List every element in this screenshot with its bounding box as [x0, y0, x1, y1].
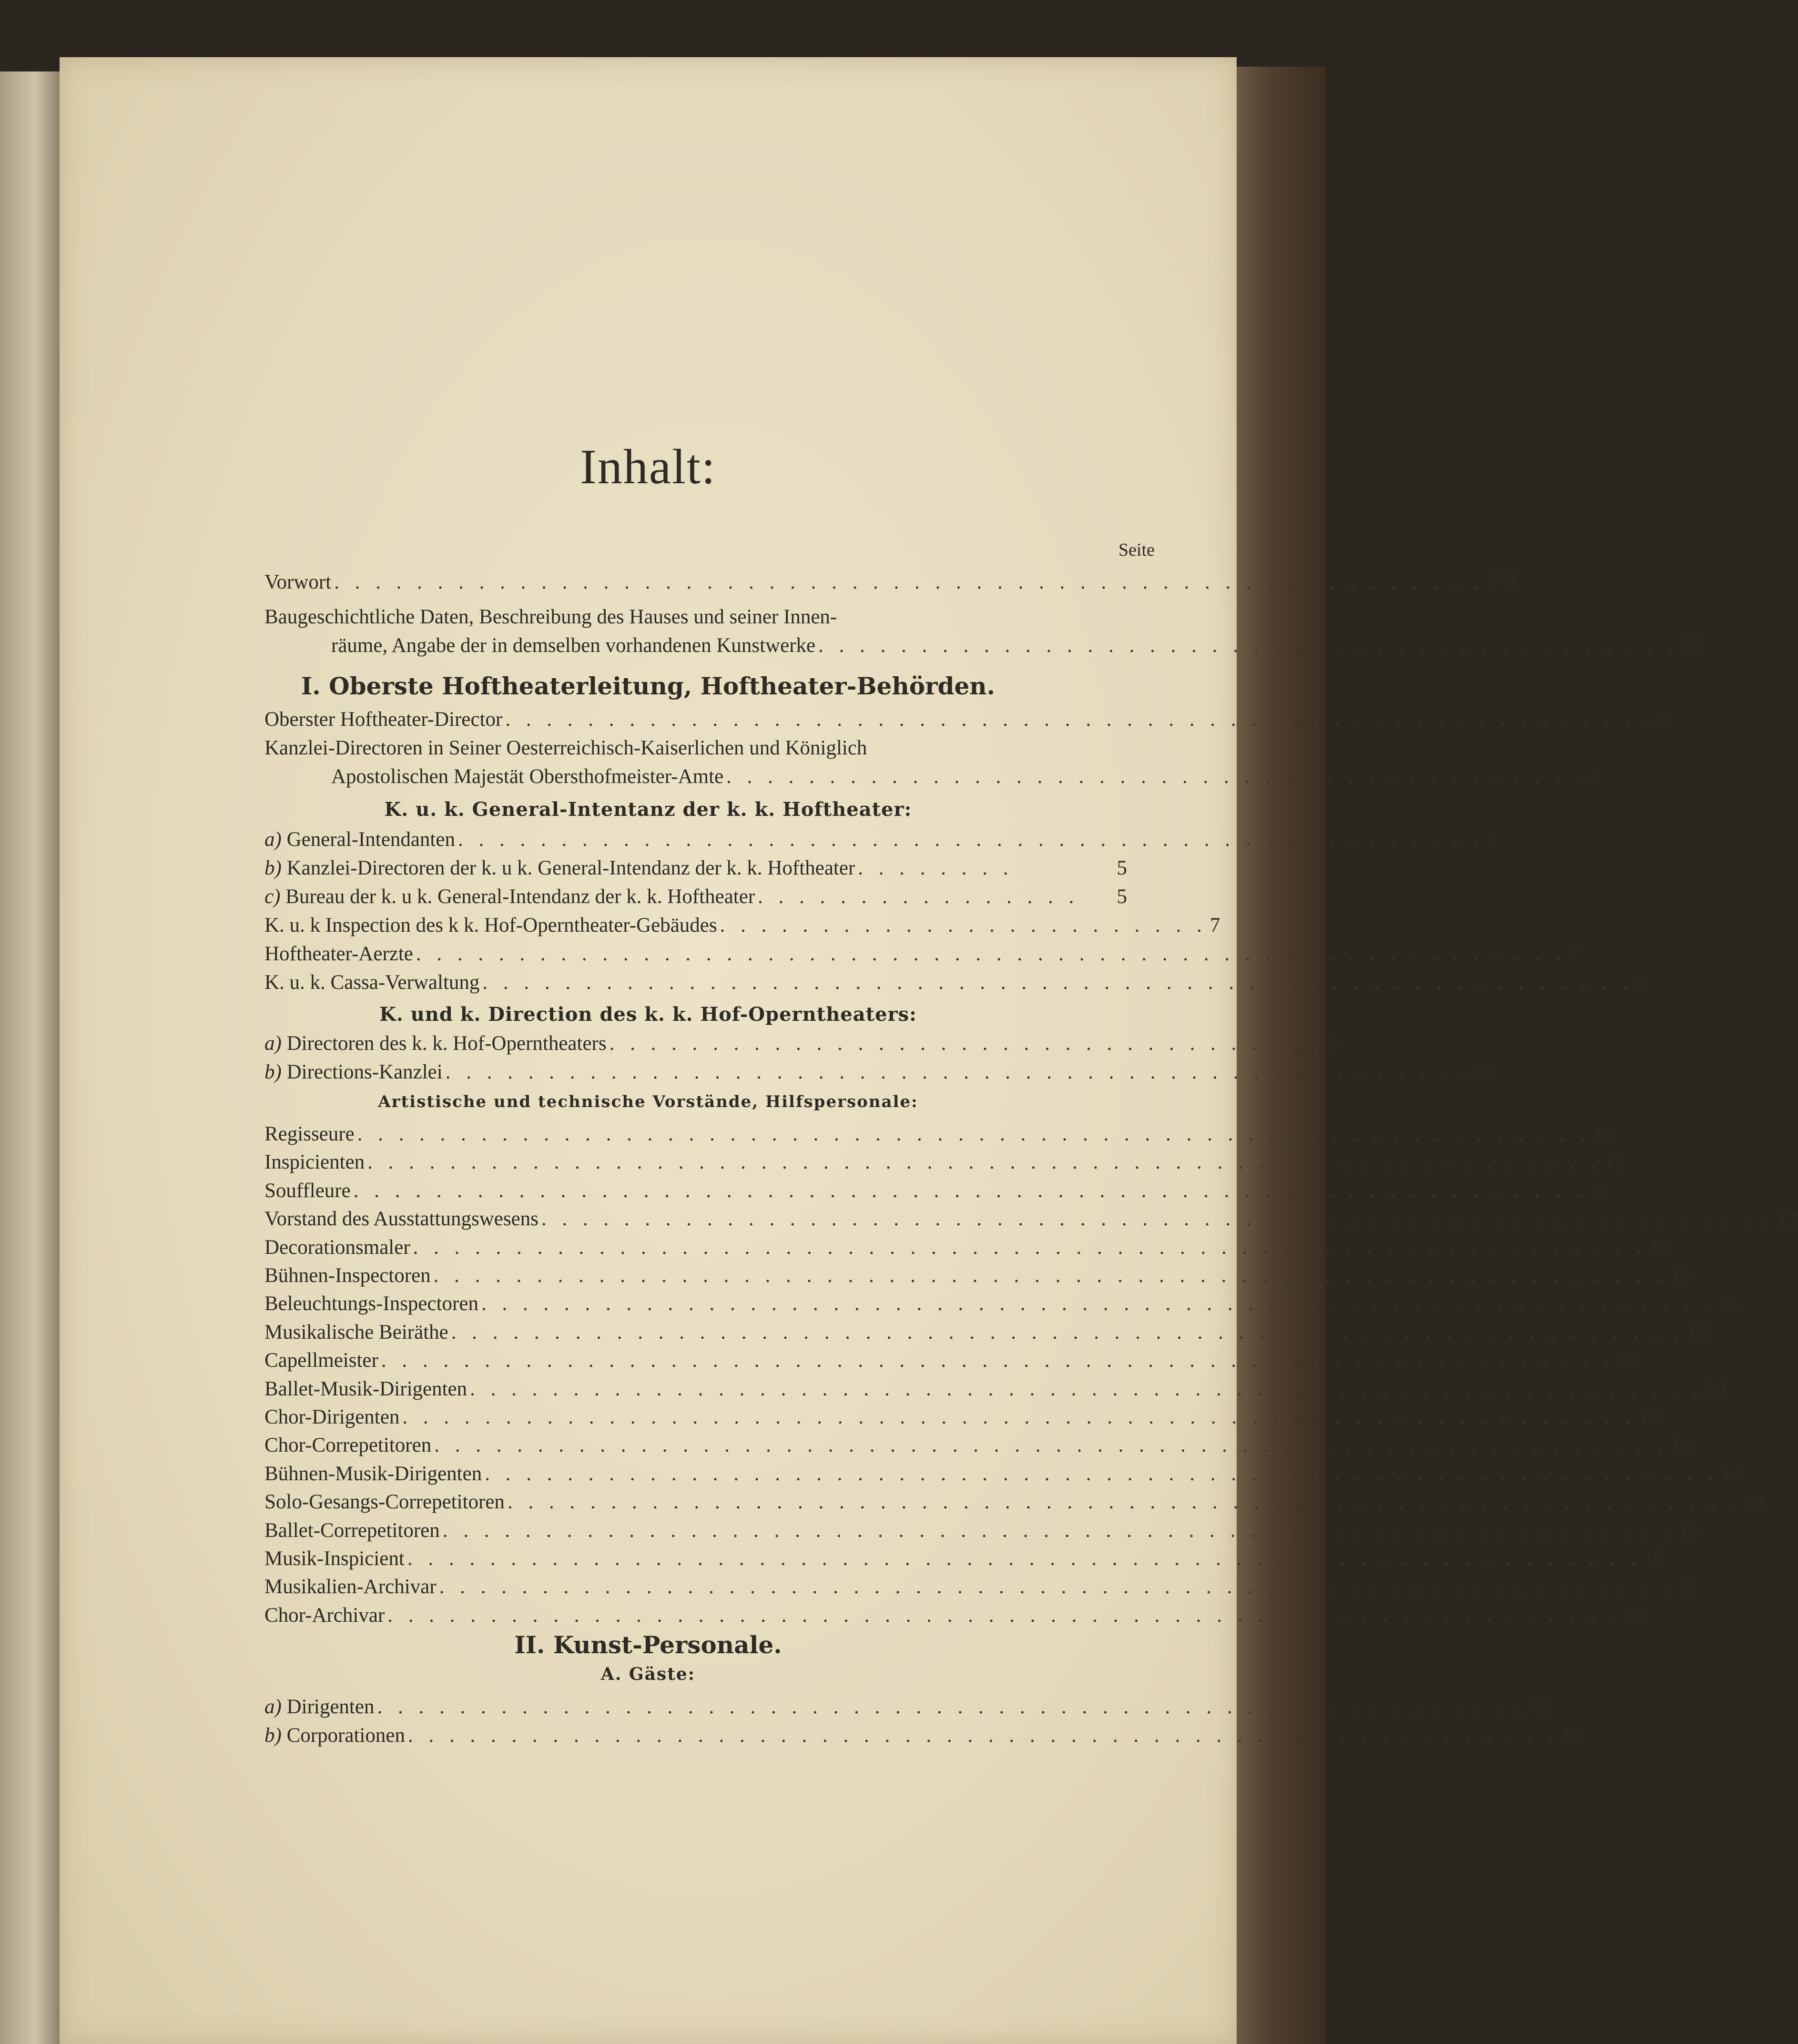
- toc-entry: [264, 1346, 1638, 1375]
- dot-leader: . . . . . . . . . . . . . . . . . . . . . . . . . . . . . . . . . . . . . . . . . . . . . . . . . . . . . . . . . . . .: [439, 1576, 1673, 1598]
- toc-entry-label: K. u. k Inspection des k k. Hof-Operntheater-Gebäudes: [264, 914, 717, 936]
- toc-entry-page: IX: [1681, 634, 1703, 657]
- dot-leader: . . . . . . . . . . . . . . . . . . . . . . . . . . . . . . . . . . . . . . . . . . . . . . . . . . . . . . . . . . . .: [407, 1547, 1641, 1570]
- toc-entry: [264, 968, 1646, 997]
- toc-entry-label: Ballet-Correpetitoren: [264, 1519, 440, 1542]
- toc-entry-page: 15: [1644, 1547, 1665, 1570]
- dot-leader: . . . . . . . . . . . . . . . . . . . . . . . . . . . . . . . . . . . . . . . . . . . . . . . . . . . . . . . . . . . .: [481, 1292, 1715, 1315]
- toc-entry: [264, 1721, 1582, 1750]
- toc-entry: [264, 1148, 1624, 1177]
- dot-leader: . . . . . . . . . . . . . . . . . . . . . . . . . . . . . . . . . . . . . . . . . . . . . . . . . . . . . . . .: [505, 708, 1656, 731]
- toc-entry-page: 19: [1561, 1724, 1582, 1747]
- toc-entry-page: 14: [1744, 1491, 1765, 1513]
- toc-entry-page: 12: [1649, 1236, 1670, 1259]
- toc-entry-label: Apostolischen Majestät Obersthofmeister-Amte: [331, 765, 724, 788]
- toc-entry: [264, 940, 1580, 968]
- toc-entry-line1: Kanzlei-Directoren in Seiner Oesterreichisch-Kaiserlichen und Königlich: [264, 737, 867, 759]
- dot-leader: . . . . . . . . . . . . . . . . . . . . . . . . . . . . . . . . . . . . . . . . . . . . . . . . . . . . . . . . . . . .: [433, 1264, 1667, 1287]
- toc-entry-page: 11: [1604, 1151, 1624, 1173]
- dot-leader: . . . . . . . . . . . . . . . . . . . . . . . . . . . . . . . . . . . . . . . . . . . . . . . . . .: [445, 1061, 1472, 1083]
- toc-entry: [264, 1318, 1708, 1347]
- dot-leader: . . . . . . . . . . . . . . . . . . . . . . . . . . . . . . . . . . . . . . . . . . . . . . . . . . . . . . . . . . . .: [381, 1349, 1615, 1372]
- toc-entry: [264, 1601, 1645, 1630]
- dot-leader: . . . . . . . . . . . . . . . . . . . . . . . . . . . . . . . . . . . . . . . . . . . . . . . . . . . . . . . . . . . .: [413, 1236, 1646, 1259]
- dot-leader: . . . . . . . . . . . . . . . . . . . . . . . . . . . . . . . . . . . . . . . . . . . . . . . . . . . . . . . . . . . .: [442, 1519, 1676, 1542]
- dot-leader: . . . . . . . . . . . . . . . . . . . . . . . . . . . . . . . . . . . . . . . . . . . . . . . . . . . . . . . . . . . .: [507, 1491, 1741, 1513]
- toc-entry-page: 11: [1593, 1123, 1614, 1145]
- dot-leader: . . . . . . . . . . . . . . . . . . . . . . . . . . . . . . . . . . . . . . . . . .: [818, 634, 1679, 657]
- toc-entry-label: a) Directoren des k. k. Hof-Operntheaters: [264, 1032, 607, 1055]
- toc-entry-label: Bühnen-Inspectoren: [264, 1264, 431, 1287]
- dot-leader: . . . . . . . . . . . . . . . . . . . . . . . . . . . . . . . . . . . . . . . . . . . . . . . . . . . . . . . . . . . .: [353, 1180, 1587, 1202]
- toc-entry-page: 3: [1487, 828, 1497, 851]
- toc-entry: [264, 883, 1127, 911]
- dot-leader: . . . . . . . . . . . . . . . . . . . . . . . . . . . . . . . . . . . . . . . . . . . . . . . . . . . . . . . . . . . .: [434, 1434, 1668, 1456]
- toc-entry-page: 7: [1569, 943, 1580, 965]
- dot-leader: . . . . . . . . . . . . . . . . . . . . . . . . . . . . . . . . . . . . . . . . . . . . . . . . . . . . . . . . . . . .: [470, 1378, 1704, 1400]
- toc-entry-label: Beleuchtungs-Inspectoren: [264, 1292, 478, 1315]
- dot-leader: . . . . . . . . . . . . . . . . . . . . . . . . . . . . . . . . . . . . . . . . . . . . . . . . . . . . . . . .: [334, 571, 1485, 593]
- toc-entry-page: 14: [1670, 1434, 1691, 1456]
- toc-entry: [264, 1290, 1738, 1318]
- toc-entry-label: Vorstand des Ausstattungswesens: [264, 1208, 538, 1230]
- toc-entry-label: Bühnen-Musik-Dirigenten: [264, 1463, 482, 1485]
- toc-entry-label: b) Directions-Kanzlei: [264, 1061, 443, 1083]
- toc-entry-page: 14: [1721, 1463, 1742, 1485]
- toc-entry-page: 7: [1209, 914, 1220, 936]
- dot-leader: . . . . . . . . . . . . . . . . . . . . . . . . . . . . . . . . . . . . . . . . . . . . . . . . . . . . . . . . . . . .: [402, 1406, 1636, 1428]
- toc-entry-page: 14: [1706, 1378, 1727, 1400]
- toc-entry: [264, 1545, 1665, 1573]
- toc-entry-label: Chor-Archivar: [264, 1604, 385, 1627]
- dot-leader: . . . . . . . . . . . . . . . . . . . . . . . . . . . . . . . . . . . . . . . . . .: [726, 765, 1587, 788]
- toc-entry: [264, 854, 1127, 883]
- toc-entry: [264, 568, 1516, 597]
- toc-entry-label: Solo-Gesangs-Correpetitoren: [264, 1491, 505, 1513]
- toc-entry-page: 5: [1117, 857, 1127, 879]
- toc-entry: [264, 1460, 1742, 1488]
- toc-entry-label: Souffleure: [264, 1180, 351, 1202]
- toc-entry: [331, 631, 1703, 660]
- toc-entry-label: b) Corporationen: [264, 1724, 405, 1747]
- dot-leader: . . . . . . . .: [858, 857, 1014, 879]
- toc-entry: [264, 911, 1220, 940]
- page-column-header: Seite: [1118, 540, 1155, 560]
- toc-entry-label: K. u. k. Cassa-Verwaltung: [264, 971, 480, 994]
- toc-entry-label: Decorationsmaler: [264, 1236, 410, 1259]
- toc-entry-label: Musikalien-Archivar: [264, 1576, 437, 1598]
- toc-entry-page: 13: [1717, 1292, 1738, 1315]
- toc-entry: [264, 1516, 1699, 1545]
- subsection-heading: A. Gäste:: [600, 1664, 696, 1684]
- toc-entry-label: Vorwort: [264, 571, 332, 593]
- dot-leader: . . . . . . . . . . . . . . . . . . . . . . . . . . . . . . . . . . . . . . . . . . . . . . . . . . . . . . . .: [377, 1696, 1528, 1718]
- dot-leader: . . . . . . . . . . . . . . . . . . . . . . . . . . . . . . . . . . . . . . . . . . . . . . . . . . . . . . . . . . . .: [387, 1604, 1621, 1627]
- toc-entry-page: 9: [1327, 1032, 1338, 1055]
- dot-leader: . . . . . . . . . . . . . . . . . . . . . . . . . . . . . . . . . . .: [609, 1032, 1325, 1055]
- subsection-heading: K. u. k. General-Intentanz der k. k. Hoftheater:: [384, 798, 912, 821]
- toc-entry: [264, 1261, 1690, 1290]
- toc-entry-label: Musikalische Beiräthe: [264, 1321, 448, 1343]
- toc-entry: [264, 1120, 1614, 1149]
- toc-entry-label: Regisseure: [264, 1123, 355, 1145]
- dot-leader: . . . . . . . . . . . . . . . . . . . . . . . . . . . . . . . . . . . . . . . . . . . . . . . . . . . . . . . . . . . .: [541, 1208, 1775, 1230]
- toc-entry-label: Chor-Dirigenten: [264, 1406, 400, 1428]
- toc-entry-label: b) Kanzlei-Directoren der k. u k. General-Intendanz der k. k. Hoftheater: [264, 857, 855, 879]
- toc-entry-label: a) Dirigenten: [264, 1696, 375, 1718]
- toc-entry: [264, 1205, 1798, 1233]
- toc-entry-page: 15: [1675, 1576, 1696, 1598]
- toc-entry-label: räume, Angabe der in demselben vorhandenen Kunstwerke: [331, 634, 816, 657]
- dot-leader: . . . . . . . . . . . . . . . . . . . . . . . . . . . . . . . . . . . . . . . . . . . . . . . . . .: [457, 828, 1484, 851]
- book-page: [60, 57, 1798, 2044]
- subsection-heading: Artistische und technische Vorstände, Hilfspersonale:: [378, 1092, 918, 1111]
- toc-entry-label: a) General-Intendanten: [264, 828, 455, 851]
- dot-leader: . . . . . . . . . . . . . . . . . . . . . . . . . . . . . . . . . . . . . . . . . . . . . . . . . . . . . . . .: [407, 1724, 1559, 1747]
- toc-entry-page: 15: [1679, 1519, 1699, 1542]
- dot-leader: . . . . . . . . . . . . . . . . . . . . . . . .: [720, 914, 1207, 936]
- toc-entry: [264, 1488, 1765, 1516]
- toc-entry: [264, 1233, 1670, 1262]
- toc-entry-page: 15: [1624, 1604, 1645, 1627]
- dot-leader: . . . . . . . . . . . . . . . . . . . . . . . . . . . . . . . . . . . . . . . . . . . . . . . . . . . . . . . . . . . .: [367, 1151, 1601, 1173]
- toc-entry: [264, 1403, 1659, 1432]
- toc-entry: [264, 1029, 1338, 1058]
- toc-entry: [264, 825, 1497, 854]
- toc-entry: [331, 763, 1600, 791]
- dot-leader: . . . . . . . . . . . . . . . .: [758, 885, 1079, 908]
- table-of-contents: [60, 57, 1798, 2044]
- toc-entry-page: 13: [1669, 1264, 1690, 1287]
- toc-entry-page: 10: [1474, 1061, 1495, 1083]
- toc-entry-page: 12: [1589, 1180, 1610, 1202]
- toc-entry-label: Inspicienten: [264, 1151, 365, 1173]
- dot-leader: . . . . . . . . . . . . . . . . . . . . . . . . . . . . . . . . . . . . . . . . . . . . . . . . . . . . . . . .: [416, 943, 1567, 965]
- toc-entry-page: 12: [1778, 1208, 1798, 1230]
- toc-entry-label: Capellmeister: [264, 1349, 378, 1372]
- toc-entry-page: 19: [1530, 1696, 1551, 1718]
- toc-entry-page: 13: [1687, 1321, 1708, 1343]
- toc-entry: [264, 1177, 1610, 1205]
- section-heading: II. Kunst-Personale.: [514, 1631, 782, 1659]
- dot-leader: . . . . . . . . . . . . . . . . . . . . . . . . . . . . . . . . . . . . . . . . . . . . . . . . . . . . . . . .: [482, 971, 1633, 994]
- toc-entry-page: 14: [1638, 1406, 1659, 1428]
- toc-entry: [264, 1431, 1691, 1460]
- toc-entry-label: Chor-Correpetitoren: [264, 1434, 432, 1456]
- toc-entry-label: Oberster Hoftheater-Director: [264, 708, 503, 731]
- toc-entry-page: VII: [1487, 571, 1516, 593]
- toc-entry-label: Musik-Inspicient: [264, 1547, 405, 1570]
- toc-entry: [264, 1375, 1727, 1403]
- section-heading: I. Oberste Hoftheaterleitung, Hoftheater-Behörden.: [301, 672, 996, 700]
- dot-leader: . . . . . . . . . . . . . . . . . . . . . . . . . . . . . . . . . . . . . . . . . . . . . . . . . . . . . . . . . . . .: [357, 1123, 1591, 1145]
- dot-leader: . . . . . . . . . . . . . . . . . . . . . . . . . . . . . . . . . . . . . . . . . . . . . . . . . . . . . . . . . . . .: [451, 1321, 1685, 1343]
- toc-entry-label: c) Bureau der k. u k. General-Intendanz der k. k. Hoftheater: [264, 885, 755, 908]
- toc-entry: [264, 705, 1669, 734]
- page-title: Inhalt:: [580, 439, 716, 494]
- dot-leader: . . . . . . . . . . . . . . . . . . . . . . . . . . . . . . . . . . . . . . . . . . . . . . . . . . . . . . . . . . . .: [485, 1463, 1718, 1485]
- subsection-heading: K. und k. Direction des k. k. Hof-Operntheaters:: [379, 1003, 917, 1026]
- toc-entry-page: 2: [1589, 765, 1600, 788]
- toc-entry-page: 1: [1658, 708, 1669, 731]
- toc-entry: [264, 1693, 1551, 1721]
- toc-entry: [264, 1573, 1696, 1601]
- toc-entry: [264, 1058, 1495, 1087]
- toc-entry-line1: Baugeschichtliche Daten, Beschreibung des Hauses und seiner Innen-: [264, 606, 837, 628]
- toc-entry-label: Hoftheater-Aerzte: [264, 943, 413, 965]
- toc-entry-page: 5: [1117, 885, 1127, 908]
- left-page-edge: [0, 71, 60, 2044]
- toc-entry-page: 13: [1617, 1349, 1638, 1372]
- toc-entry-page: 8: [1635, 971, 1646, 994]
- toc-entry-label: Ballet-Musik-Dirigenten: [264, 1378, 467, 1400]
